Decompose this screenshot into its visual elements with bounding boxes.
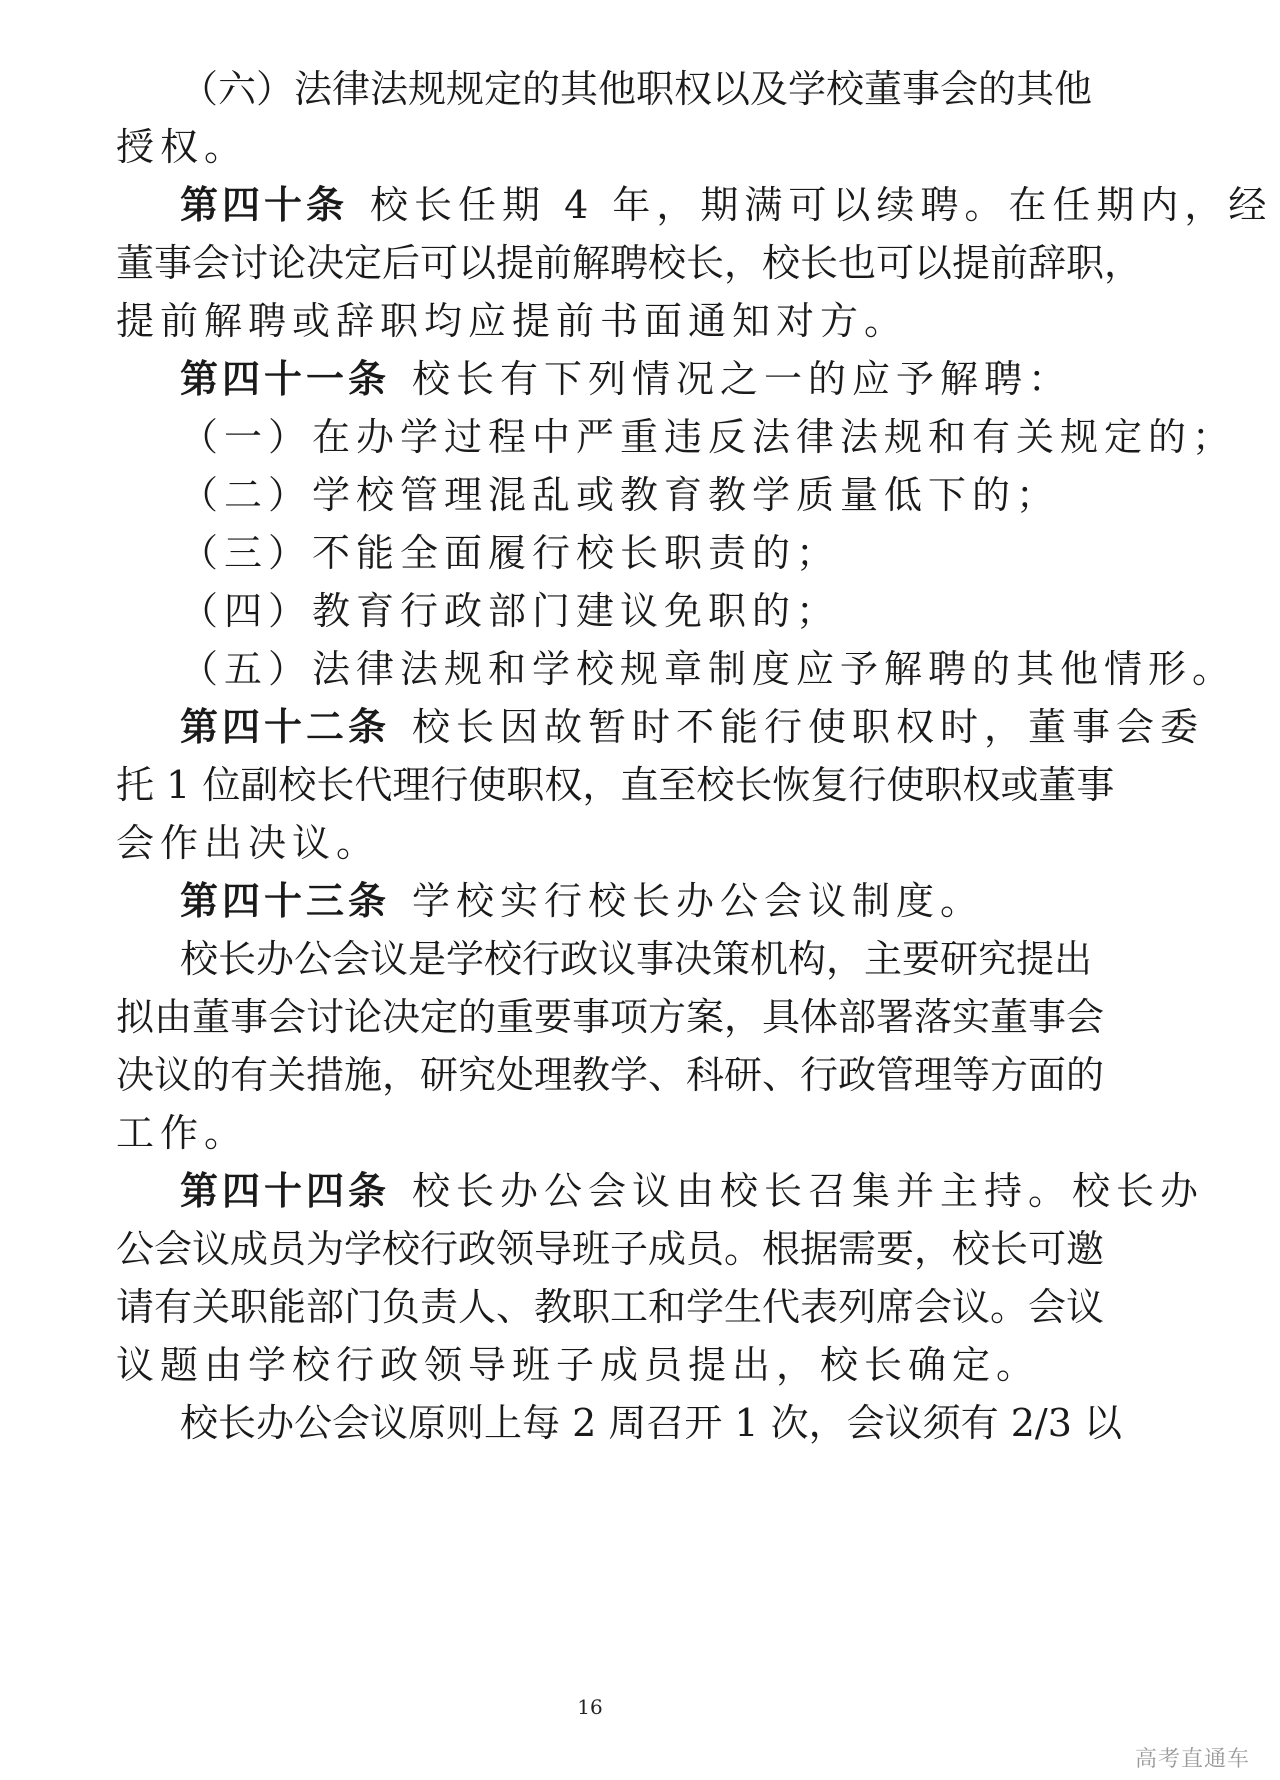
list-item: （四）教育行政部门建议免职的； [180,589,841,633]
page-number: 16 [577,1695,603,1719]
paragraph-line: 工作。 [116,1111,249,1155]
list-item: （三）不能全面履行校长职责的； [180,531,841,575]
article-text: 校长因故暂时不能行使职权时，董事会委 [412,705,1205,749]
article-text: 校长有下列情况之一的应予解聘： [412,357,1073,401]
paragraph-line: 托 1 位副校长代理行使职权，直至校长恢复行使职权或董事 [116,763,1115,807]
paragraph-line: 校长办公会议原则上每 2 周召开 1 次，会议须有 2/3 以 [180,1401,1122,1445]
paragraph-line: 请有关职能部门负责人、教职工和学生代表列席会议。会议 [116,1285,1105,1329]
paragraph-line: 议题由学校行政领导班子成员提出，校长确定。 [116,1343,1041,1387]
watermark: 高考直通车 [1134,1747,1250,1772]
list-item: （二）学校管理混乱或教育教学质量低下的； [180,473,1061,517]
paragraph-line: 公会议成员为学校行政领导班子成员。根据需要，校长可邀 [116,1227,1105,1271]
article-text: 校长办公会议由校长召集并主持。校长办 [412,1169,1205,1213]
article-heading: 第四十四条 [180,1169,391,1213]
paragraph-line: 拟由董事会讨论决定的重要事项方案，具体部署落实董事会 [116,995,1105,1039]
article-heading: 第四十二条 [180,705,391,749]
paragraph-line: 决议的有关措施，研究处理教学、科研、行政管理等方面的 [116,1053,1105,1097]
paragraph-line: 校长办公会议是学校行政议事决策机构，主要研究提出 [180,937,1093,981]
paragraph-line: 会作出决议。 [116,821,381,865]
article-heading: 第四十三条 [180,879,391,923]
article-heading: 第四十一条 [180,357,391,401]
article-text: 校长任期 4 年，期满可以续聘。在任期内，经 [370,183,1273,227]
paragraph-line: （六）法律法规规定的其他职权以及学校董事会的其他 [180,67,1093,111]
article-44-line [180,1168,1204,1214]
list-item: （一）在办学过程中严重违反法律法规和有关规定的； [180,415,1237,459]
article-text: 学校实行校长办公会议制度。 [412,879,985,923]
article-41-line [180,356,1072,402]
paragraph-line: 董事会讨论决定后可以提前解聘校长，校长也可以提前辞职， [116,241,1143,285]
article-42-line [180,704,1204,750]
list-item: （五）法律法规和学校规章制度应予解聘的其他情形。 [180,647,1237,691]
article-heading: 第四十条 [180,183,349,227]
paragraph-line: 提前解聘或辞职均应提前书面通知对方。 [116,299,909,343]
article-40-line [180,182,1272,228]
paragraph-line: 授权。 [116,125,249,169]
article-43-line [180,878,984,924]
